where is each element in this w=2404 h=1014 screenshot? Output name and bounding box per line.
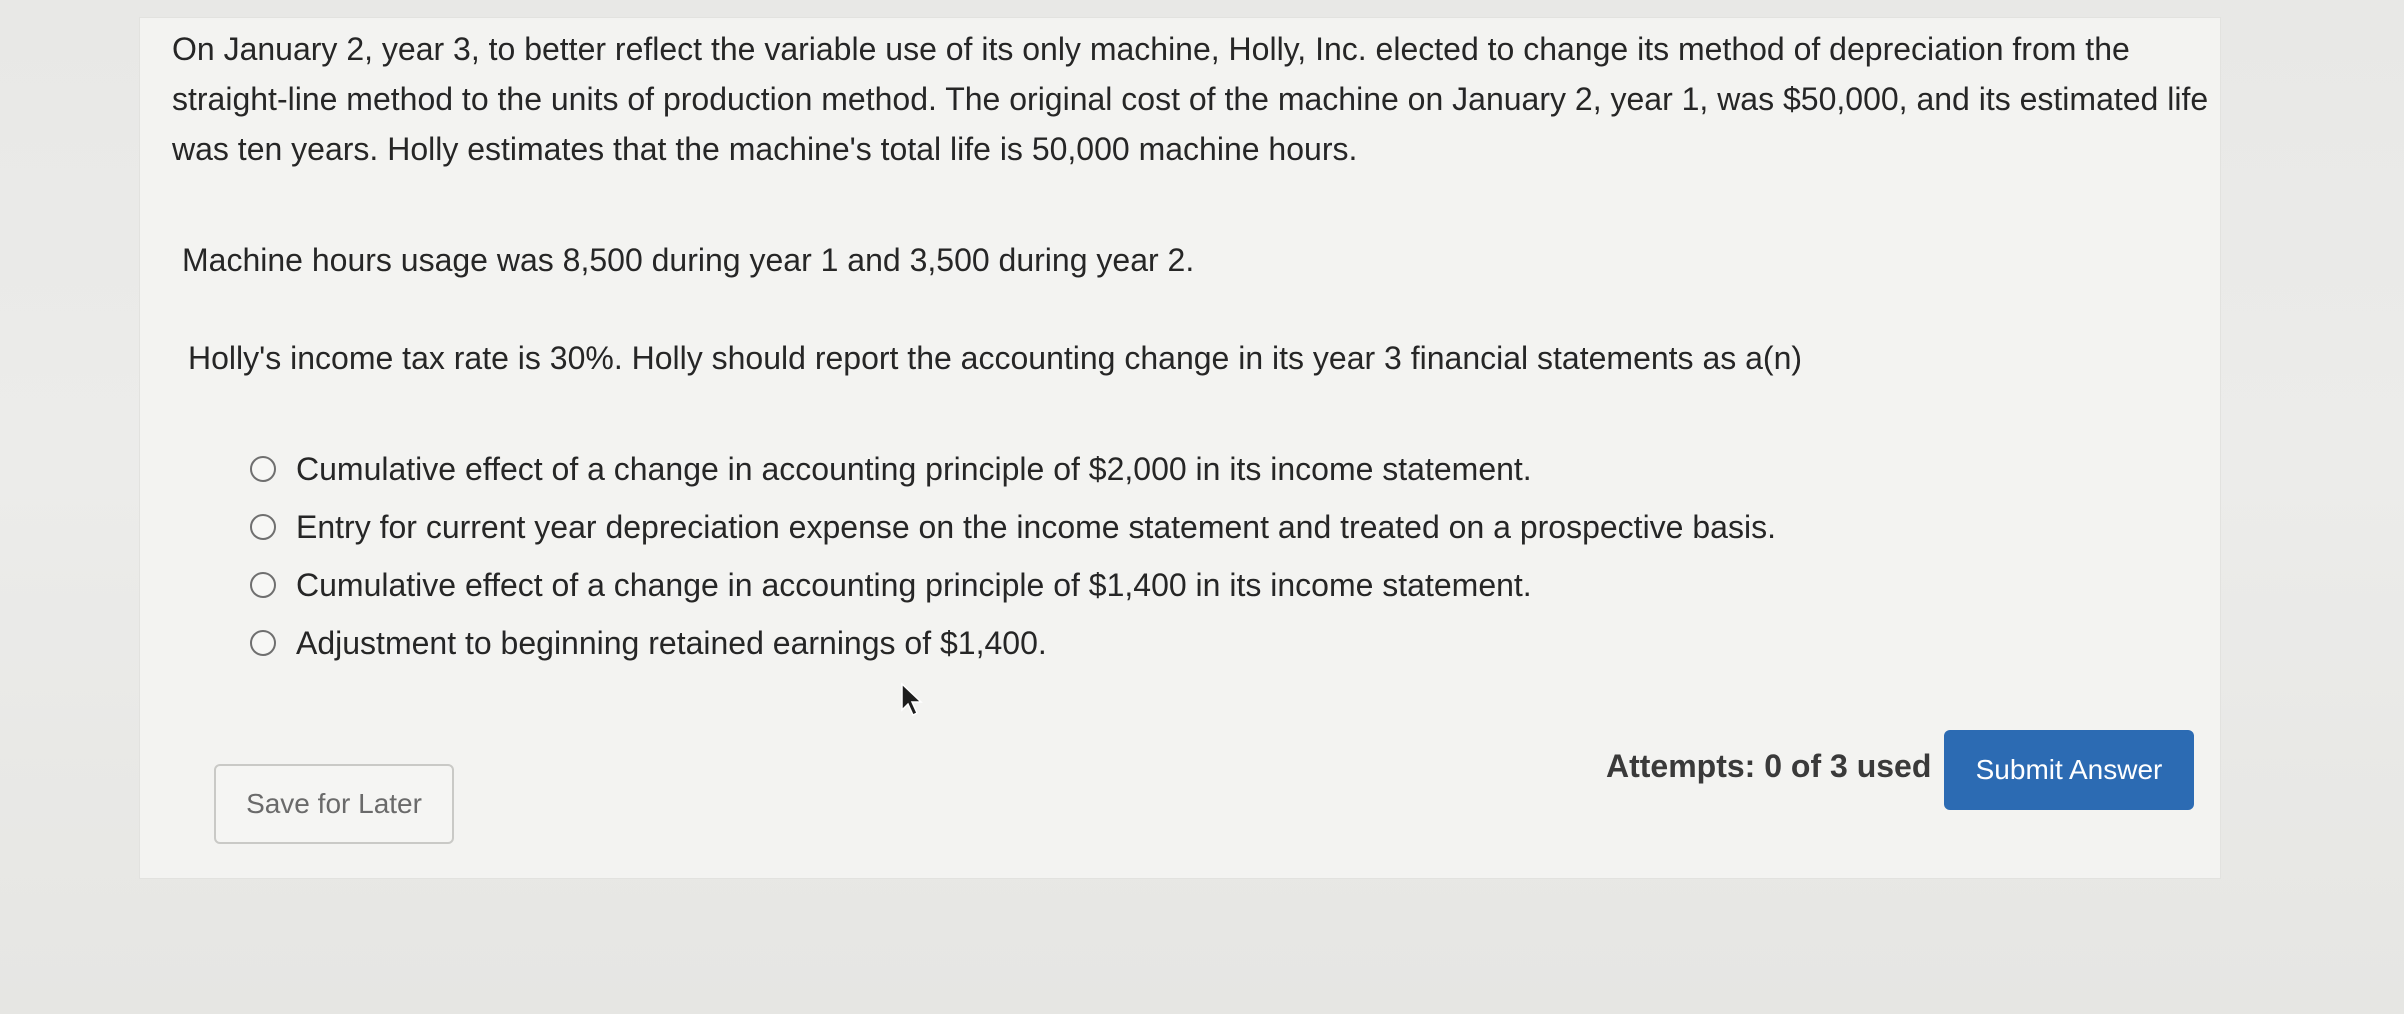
radio-button[interactable]	[250, 572, 276, 598]
answer-option-label: Entry for current year depreciation expense on the income statement and treated on a prospective basis.	[296, 508, 1776, 545]
answer-option-3[interactable]	[250, 556, 2050, 614]
radio-button[interactable]	[250, 630, 276, 656]
answer-option-1[interactable]	[250, 440, 2050, 498]
answer-option-label: Adjustment to beginning retained earnings of $1,400.	[296, 624, 1047, 661]
question-prompt: Holly's income tax rate is 30%. Holly should report the accounting change in its year 3 financial statements as a(n)	[188, 340, 1803, 376]
radio-button[interactable]	[250, 514, 276, 540]
answer-options	[250, 440, 2050, 672]
question-stem: On January 2, year 3, to better reflect the variable use of its only machine, Holly, Inc. elected to change its method of depreciation from the straight-line method to the units of production method. The original cost of the machine on January 2, year 1, was $50,000, and its estimated life was ten years. Holly estimates that the machine's total life is 50,000 machine hours.	[172, 31, 2209, 167]
answer-option-label: Cumulative effect of a change in accounting principle of $1,400 in its income statement.	[296, 566, 1532, 603]
submit-answer-button[interactable]: Submit Answer	[1944, 730, 2194, 810]
answer-option-label: Cumulative effect of a change in accounting principle of $2,000 in its income statement.	[296, 450, 1532, 487]
attempts-counter: Attempts: 0 of 3 used	[1606, 748, 1932, 784]
save-for-later-button[interactable]: Save for Later	[214, 764, 454, 844]
machine-usage-text: Machine hours usage was 8,500 during year 1 and 3,500 during year 2.	[182, 242, 1195, 278]
answer-option-4[interactable]	[250, 614, 2050, 672]
mouse-pointer-icon	[900, 682, 924, 718]
radio-button[interactable]	[250, 456, 276, 482]
answer-option-2[interactable]	[250, 498, 2050, 556]
